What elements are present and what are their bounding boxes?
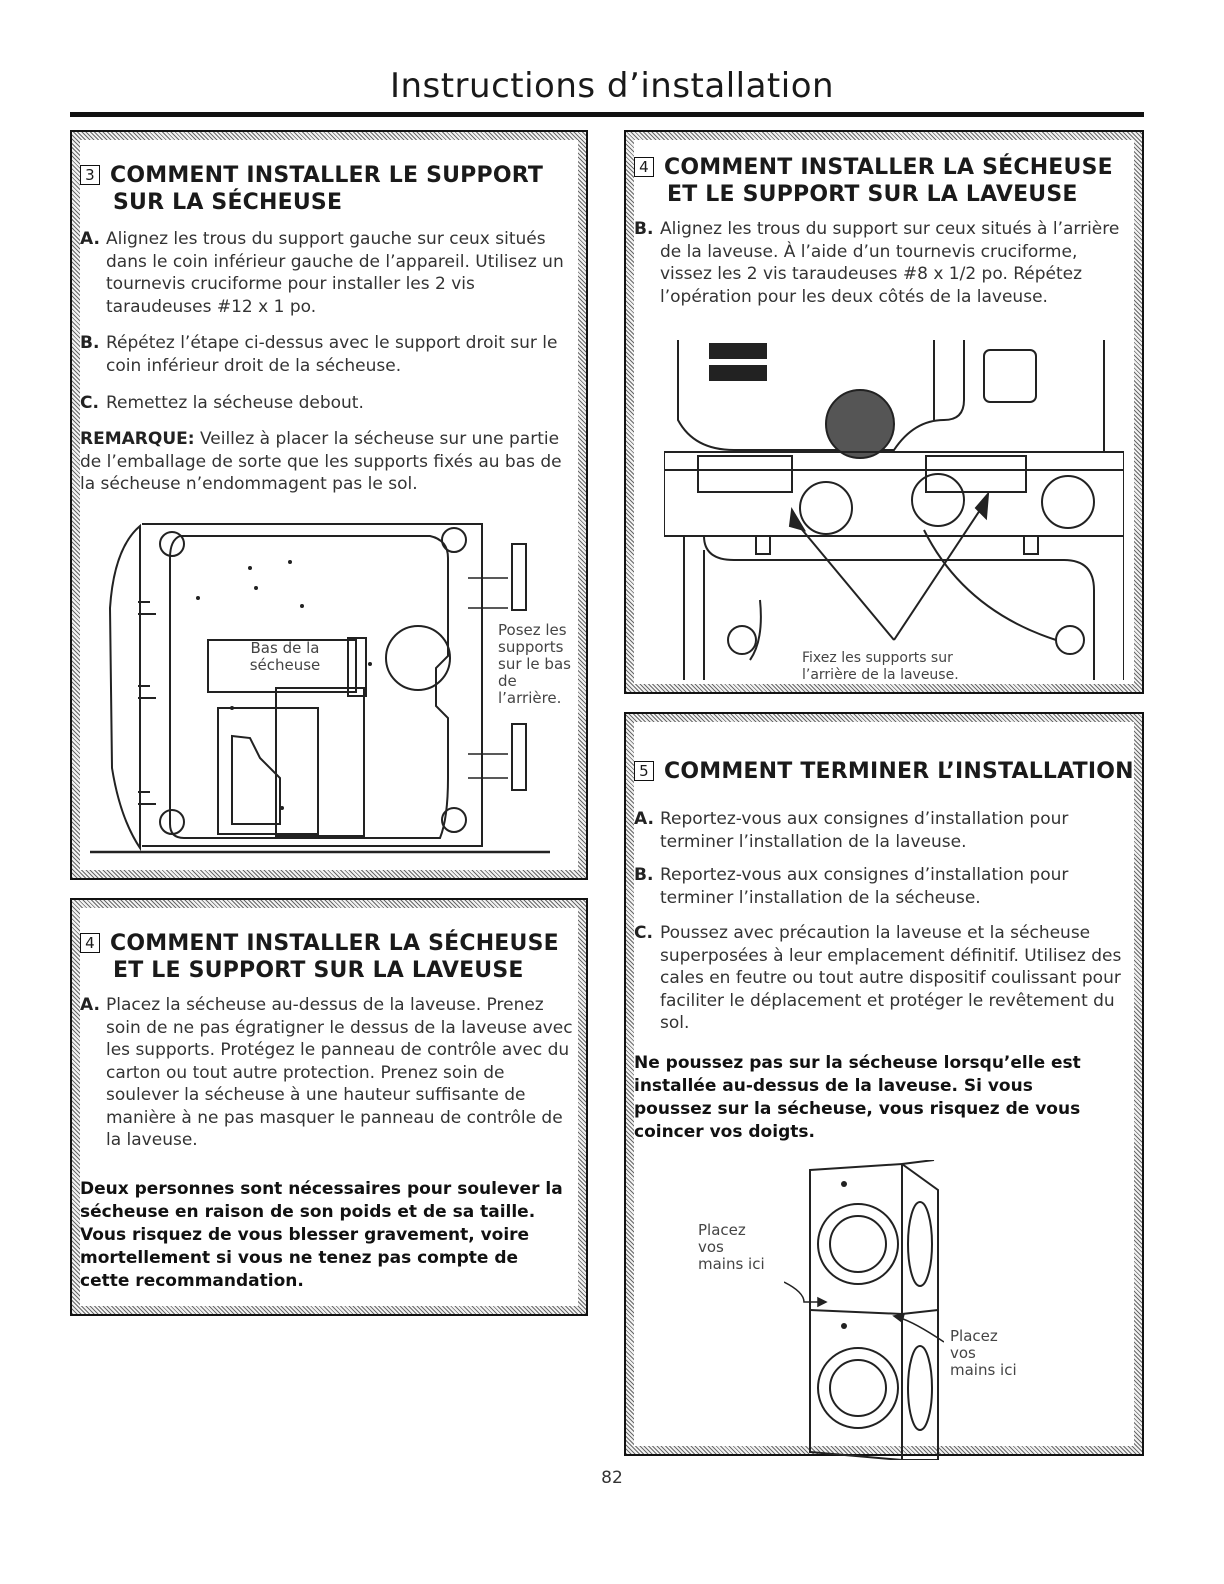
pointer-arrows: [784, 1262, 944, 1362]
section-4a-heading: 4 COMMENT INSTALLER LA SÉCHEUSE ET LE SUPPORT SUR LA LAVEUSE: [80, 930, 580, 984]
step-number-badge: 4: [80, 933, 100, 953]
step-number-badge: 4: [634, 157, 654, 177]
section-5-panel: [624, 712, 1144, 1456]
section-3-note: REMARQUE: Veillez à placer la sécheuse sur une partie de l’emballage de sorte que les supports fixés au bas de la sécheuse n’endommagent pas le sol.: [80, 429, 562, 494]
step-number-badge: 3: [80, 165, 100, 185]
label-place-hands-right: Placez vos mains ici: [950, 1327, 1017, 1379]
section-3-heading: 3 COMMENT INSTALLER LE SUPPORT SUR LA SÉCHEUSE: [80, 162, 580, 216]
section-3-panel: [70, 130, 588, 880]
section-4a-panel: [70, 898, 588, 1316]
section-4b-heading: 4 COMMENT INSTALLER LA SÉCHEUSE ET LE SUPPORT SUR LA LAVEUSE: [634, 154, 1136, 208]
section-3-step-b: B. Répétez l’étape ci-dessus avec le support droit sur le coin inférieur droit de la sécheuse.: [80, 333, 558, 376]
section-3-step-a: A. Alignez les trous du support gauche sur ceux situés dans le coin inférieur gauche de l’appareil. Utilisez un tournevis cruciforme pour installer les 2 vis taraudeuses #12 x 1 po.: [80, 229, 564, 317]
figure-caption-washer-back: Fixez les supports sur l’arrière de la laveuse.: [802, 650, 959, 683]
figure-label-place-brackets: Posez les supports sur le bas de l’arrière.: [498, 621, 571, 707]
figure-label-dryer-bottom: Bas de la sécheuse: [249, 639, 321, 674]
section-4b-panel: [624, 130, 1144, 694]
section-5-step-b: B. Reportez-vous aux consignes d’installation pour terminer l’installation de la sécheuse.: [634, 865, 1069, 908]
section-5-step-c: C. Poussez avec précaution la laveuse et la sécheuse superposées à leur emplacement définitif. Utilisez des cales en feutre ou tout autre dispositif coulissant pour faciliter le déplacement et protéger le revêtement du sol.: [634, 923, 1122, 1033]
label-place-hands-left: Placez vos mains ici: [698, 1221, 765, 1273]
section-4a-warning: Deux personnes sont nécessaires pour soulever la sécheuse en raison de son poids et de sa taille. Vous risquez de vous blesser gravement, voire mortellement si vous ne tenez pas compte de cette recommandation.: [80, 1179, 563, 1291]
section-5-warning: Ne poussez pas sur la sécheuse lorsqu’elle est installée au-dessus de la laveuse. Si vous poussez sur la sécheuse, vous risquez de vous coincer vos doigts.: [634, 1053, 1081, 1142]
section-3-step-c: C. Remettez la sécheuse debout.: [80, 393, 364, 413]
title-rule: [70, 112, 1144, 117]
page-number: 82: [601, 1468, 623, 1488]
washer-back-illustration: [664, 340, 1124, 680]
section-5-step-a: A. Reportez-vous aux consignes d’installation pour terminer l’installation de la laveuse.: [634, 809, 1069, 852]
page-title: Instructions d’installation: [389, 66, 835, 106]
step-number-badge: 5: [634, 761, 654, 781]
section-4b-step-b: B. Alignez les trous du support sur ceux situés à l’arrière de la laveuse. À l’aide d’un tournevis cruciforme, vissez les 2 vis taraudeuses #8 x 1/2 po. Répétez l’opération pour les deux côtés de la laveuse.: [634, 219, 1120, 307]
section-4a-step-a: A. Placez la sécheuse au-dessus de la laveuse. Prenez soin de ne pas égratigner le dessus de la laveuse avec les supports. Protégez le panneau de contrôle avec du carton ou tout autre protection. Prenez soin de soulever la sécheuse à une hauteur suffisante de manière à ne pas masquer le panneau de contrôle de la laveuse.: [80, 995, 573, 1150]
section-5-heading: 5 COMMENT TERMINER L’INSTALLATION: [634, 758, 1136, 785]
